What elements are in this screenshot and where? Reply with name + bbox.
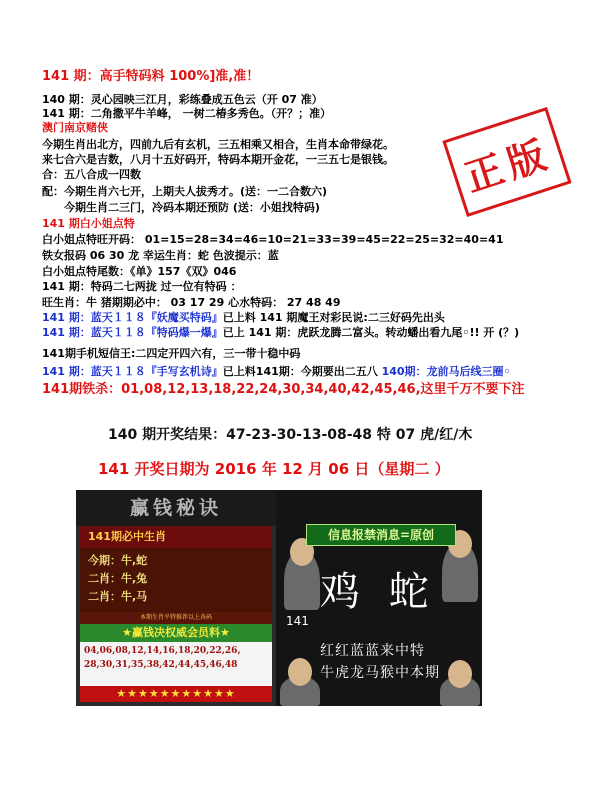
left-image-stars: ★★★★★★★★★★★ [80,686,272,702]
left-promo-image [76,490,276,706]
text-line-3: 141 期：二角撒平牛羊峰， 一树二椿多秀色。（开？；准） [42,107,332,120]
numbers-line: 28,30,31,35,38,42,44,45,46,48 [84,660,238,670]
text-line-10: 141 期白小姐点特 [42,217,135,230]
left-image-body-line: 今期：牛,蛇 [88,554,148,567]
numbers-line: 04,06,08,12,14,16,18,20,22,26, [84,646,241,656]
text-line-16 [42,311,445,325]
text-line-20: 141期铁杀：01,08,12,13,18,22,24,30,34,40,42,45,46,这里千万不要下注 [42,382,525,397]
right-image-issue: 141 [286,614,309,628]
text-line-15: 旺生肖：牛 猪期期必中： 03 17 29 心水特码： 27 48 49 [42,296,341,309]
issue-label: 141 期： [42,311,91,324]
issue-label: 141 期： [42,326,91,339]
right-image-line-2: 牛虎龙马猴中本期 [320,665,440,681]
text-line-14: 141 期：特码二七两拢 过一位有特码 ： [42,280,242,293]
text-line-4: 澳门南京赌侠 [42,121,108,134]
left-image-tiny-text: 本期生肖平特推荐以上各码 [80,612,272,624]
issue-label: 141 期： [42,365,91,378]
text-line-11: 白小姐点特旺开码： 01=15=28=34=46=10=21=33=39=45=22=25=32=40=41 [42,233,504,246]
link-title-140[interactable]: 龙前马后线三圈◦ [426,365,511,378]
text-line-13: 白小姐点特尾数：《单》157《双》046 [42,265,237,278]
right-image-banner: 信息报禁消息=原创 [306,524,456,546]
authentic-stamp: 正版 [442,107,571,217]
left-image-subtitle: 141期必中生肖 [80,526,272,548]
right-promo-image [276,490,482,706]
text-line-12: 铁女报码 06 30 龙 幸运生肖：蛇 色波提示：蓝 [42,249,279,262]
text-line-1: 141 期：高手特码料 100%]准,准！ [42,69,260,84]
left-image-body-line: 二肖：牛,兔 [88,572,148,585]
text-line-5: 今期生肖出北方，四前九后有玄机，三五相乘又相合，生肖本命带绿花。 [42,138,394,151]
line-text: 已上 141 期：虎跃龙腾二富头。转动蟠出看九尾◦!! 开 (？) [222,326,520,339]
text-line-8: 配：今期生肖六七开，上期夫人拔秀才。(送：一二合数六) [42,185,328,198]
line-text: 已上料 141 期魔王对彩民说:二三好码先出头 [222,311,445,324]
text-line-7: 合：五八合成一四数 [42,168,141,181]
text-line-17 [42,326,519,340]
left-image-body-line: 二肖：牛,马 [88,590,148,603]
line-text: 已上料141期：今期要出二五八 [222,365,382,378]
right-image-line-1: 红红蓝蓝来中特 [320,643,425,659]
text-line-9: 今期生肖二三门，冷码本期还预防 (送：小姐找特码) [64,201,320,214]
draw-result: 140 期开奖结果：47-23-30-13-08-48 特 07 虎/红/木 [108,427,473,443]
link-title[interactable]: 蓝天１１８『妖魔买特码』 [90,311,223,324]
person-face [448,660,472,688]
text-line-6: 来七合六是吉数，八月十五好码开，特码本期开金花，一三五七是银钱。 [42,153,394,166]
issue-label-140: 140期： [381,365,427,378]
left-image-body [80,548,272,612]
person-face [288,658,312,686]
right-image-zodiac: 鸡 蛇 [320,569,437,615]
left-image-numbers [80,642,272,686]
link-title[interactable]: 蓝天１１８『手写玄机诗』 [90,365,223,378]
link-title[interactable]: 蓝天１１８『特码爆一爆』 [90,326,223,339]
text-line-18: 141期手机短信王:二四定开四六有，三一带十稳中码 [42,347,301,360]
draw-date: 141 开奖日期为 2016 年 12 月 06 日（星期二 ） [98,460,450,478]
text-line-2: 140 期：灵心园映三江月，彩练叠成五色云（开 07 准） [42,93,323,106]
left-image-banner: 赢钱秘诀 [76,490,276,526]
text-line-19 [42,365,511,379]
left-image-band: ★赢钱决权威会员料★ [80,624,272,642]
